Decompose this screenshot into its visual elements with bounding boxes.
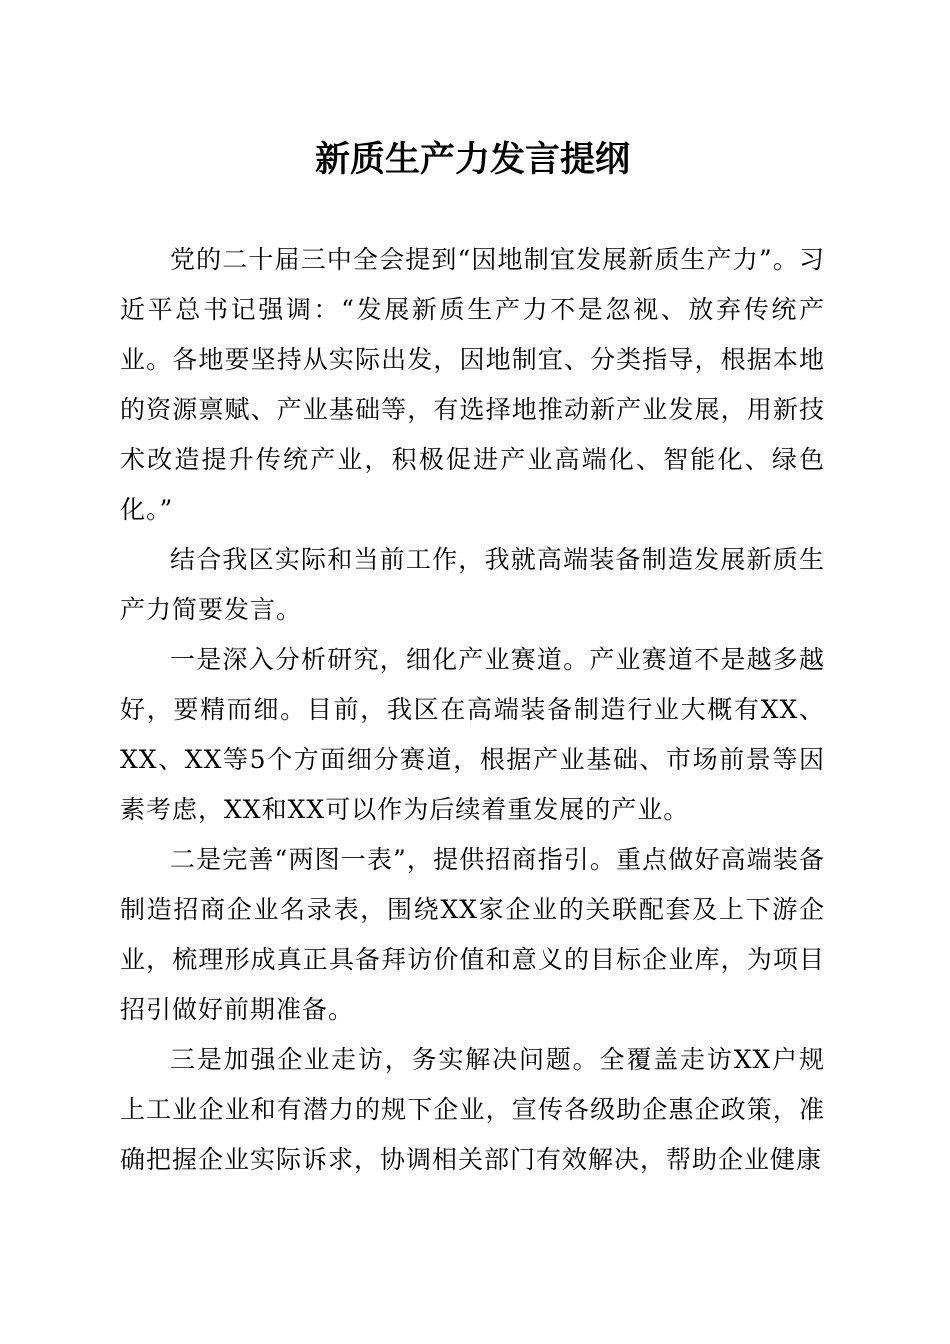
- document-title: 新质生产力发言提纲: [314, 139, 630, 180]
- paragraph-point-three: 三是加强企业走访，务实解决问题。全覆盖走访XX户规上工业企业和有潜力的规下企业，宣传各级助企惠企政策，准确把握企业实际诉求，协调相关部门有效解决，帮助企业健康: [120, 1045, 825, 1174]
- document-body: [120, 235, 825, 1185]
- paragraph-point-one: 一是深入分析研究，细化产业赛道。产业赛道不是越多越好，要精而细。目前，我区在高端装备制造行业大概有XX、XX、XX等5个方面细分赛道，根据产业基础、市场前景等因素考虑，XX和XX可以作为后续着重发展的产业。: [120, 645, 825, 824]
- paragraph-intro: 党的二十届三中全会提到“因地制宜发展新质生产力”。习近平总书记强调：“发展新质生产力不是忽视、放弃传统产业。各地要坚持从实际出发，因地制宜、分类指导，根据本地的资源禀赋、产业基础等，有选择地推动新产业发展，用新技术改造提升传统产业，积极促进产业高端化、智能化、绿色化。”: [120, 245, 825, 524]
- paragraph-point-two: 二是完善“两图一表”，提供招商指引。重点做好高端装备制造招商企业名录表，围绕XX家企业的关联配套及上下游企业，梳理形成真正具备拜访价值和意义的目标企业库，为项目招引做好前期准备。: [120, 845, 825, 1024]
- paragraph-context: 结合我区实际和当前工作，我就高端装备制造发展新质生产力简要发言。: [120, 545, 825, 624]
